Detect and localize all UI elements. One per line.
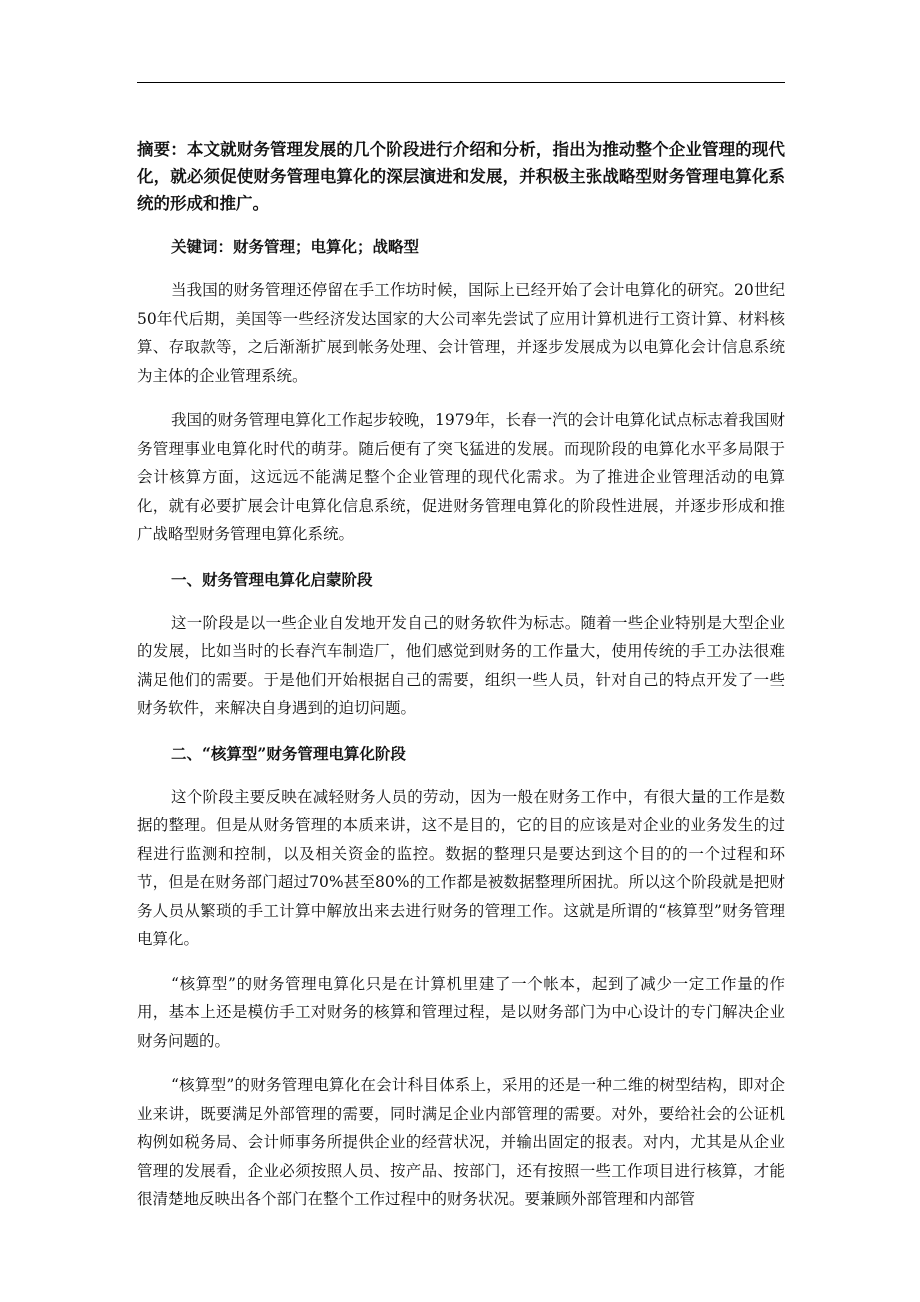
abstract: 摘要：本文就财务管理发展的几个阶段进行介绍和分析，指出为推动整个企业管理的现代化，就必须促使财务管理电算化的深层演进和发展，并积极主张战略型财务管理电算化系统的形成和推广。	[137, 140, 785, 213]
paragraph-stage-2: 这个阶段主要反映在减轻财务人员的劳动，因为一般在财务工作中，有很大量的工作是数据的整理。但是从财务管理的本质来讲，这不是目的，它的目的应该是对企业的业务发生的过程进行监测和控制，以及相关资金的监控。数据的整理只是要达到这个目的的一个过程和环节，但是在财务部门超过70%甚至80%的工作都是被数据整理所困扰。所以这个阶段就是把财务人员从繁琐的手工计算中解放出来去进行财务的管理工作。这就是所谓的“核算型”财务管理电算化。	[137, 787, 785, 948]
paragraph-domestic-history: 我国的财务管理电算化工作起步较晚，1979年，长春一汽的会计电算化试点标志着我国财务管理事业电算化时代的萌芽。随后便有了突飞猛进的发展。而现阶段的电算化水平多局限于会计核算方面，这远远不能满足整个企业管理的现代化需求。为了推进企业管理活动的电算化，就有必要扩展会计电算化信息系统，促进财务管理电算化的阶段性进展，并逐步形成和推广战略型财务管理电算化系统。	[137, 411, 785, 543]
paragraph-intro: 当我国的财务管理还停留在手工作坊时候，国际上已经开始了会计电算化的研究。20世纪50年代后期，美国等一些经济发达国家的大公司率先尝试了应用计算机进行工资计算、材料核算、存取款等，之后渐渐扩展到帐务处理、会计管理，并逐步发展成为以电算化会计信息系统为主体的企业管理系统。	[137, 281, 785, 385]
section-heading-2: 二、“核算型”财务管理电算化阶段	[171, 743, 406, 763]
paragraph-accounting-type-1: “核算型”的财务管理电算化只是在计算机里建了一个帐本，起到了减少一定工作量的作用，基本上还是模仿手工对财务的核算和管理过程，是以财务部门为中心设计的专门解决企业财务问题的。	[137, 974, 785, 1050]
paragraph-stage-1: 这一阶段是以一些企业自发地开发自己的财务软件为标志。随着一些企业特别是大型企业的发展，比如当时的长春汽车制造厂，他们感觉到财务的工作量大，使用传统的手工办法很难满足他们的需要。于是他们开始根据自己的需要，组织一些人员，针对自己的特点开发了一些财务软件，来解决自身遇到的迫切问题。	[137, 613, 785, 717]
paragraph-accounting-type-2: “核算型”的财务管理电算化在会计科目体系上，采用的还是一种二维的树型结构，即对企业来讲，既要满足外部管理的需要，同时满足企业内部管理的需要。对外，要给社会的公证机构例如税务局、会计师事务所提供企业的经营状况，并输出固定的报表。对内，尤其是从企业管理的发展看，企业必须按照人员、按产品、按部门，还有按照一些工作项目进行核算，才能很清楚地反映出各个部门在整个工作过程中的财务状况。要兼顾外部管理和内部管	[137, 1076, 785, 1208]
section-heading-1: 一、财务管理电算化启蒙阶段	[171, 569, 373, 589]
document-body	[137, 136, 785, 1214]
header-rule	[137, 82, 785, 83]
keywords: 关键词：财务管理；电算化；战略型	[171, 237, 420, 256]
